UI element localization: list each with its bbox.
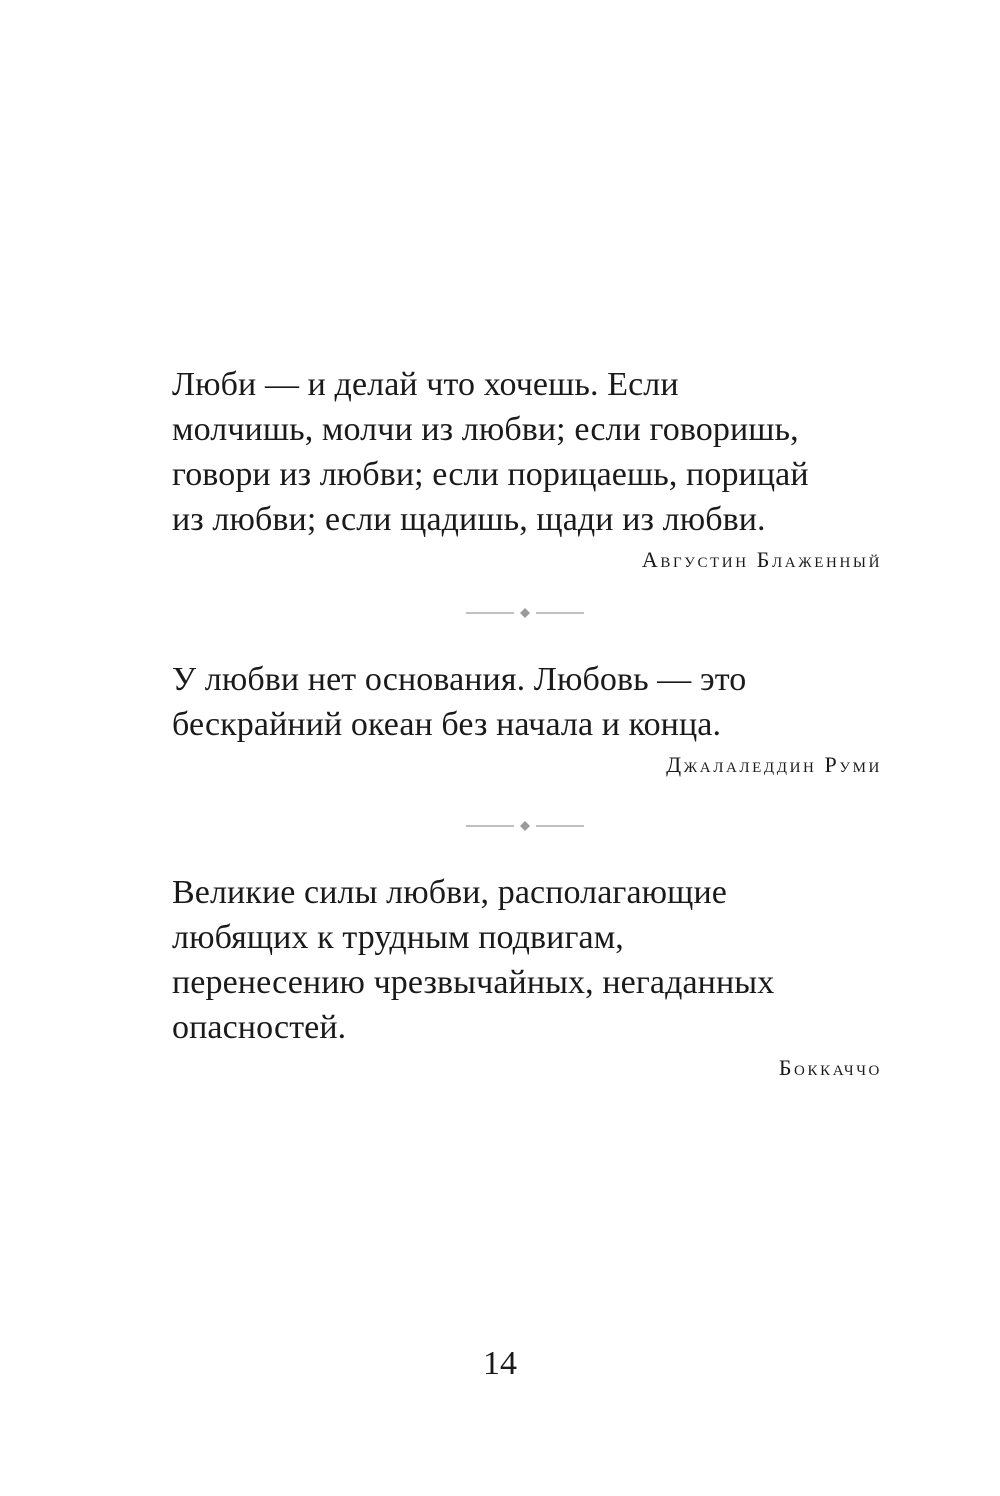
quote-text — [172, 362, 882, 542]
quote-line: Люби — и делай что хочешь. Если — [172, 366, 679, 403]
quote-author: Джалаледдин Руми — [666, 752, 882, 777]
quote-line: из любви; если щадишь, щади из любви. — [172, 501, 766, 538]
quote-line: молчишь, молчи из любви; если говоришь, — [172, 411, 799, 448]
quote-text — [172, 870, 882, 1050]
quote-author: Августин Блаженный — [641, 547, 882, 572]
quote-line: говори из любви; если порицаешь, порицай — [172, 456, 809, 493]
quote-boccaccio — [172, 870, 882, 1083]
quote-line: Великие силы любви, располагающие — [172, 874, 727, 911]
quote-line: бескрайний океан без начала и конца. — [172, 706, 722, 743]
ornament-divider — [466, 606, 584, 620]
quote-augustine — [172, 362, 882, 575]
ornament-divider — [466, 819, 584, 833]
diamond-icon — [520, 821, 530, 831]
quote-line: опасностей. — [172, 1009, 347, 1046]
page-number: 14 — [483, 1345, 517, 1382]
diamond-icon — [520, 608, 530, 618]
quote-author: Боккаччо — [778, 1055, 882, 1080]
quote-line: У любви нет основания. Любовь — это — [172, 661, 747, 698]
quote-rumi — [172, 657, 882, 780]
quote-line: перенесению чрезвычайных, негаданных — [172, 964, 775, 1001]
quote-line: любящих к трудным подвигам, — [172, 919, 624, 956]
quote-text — [172, 657, 882, 747]
